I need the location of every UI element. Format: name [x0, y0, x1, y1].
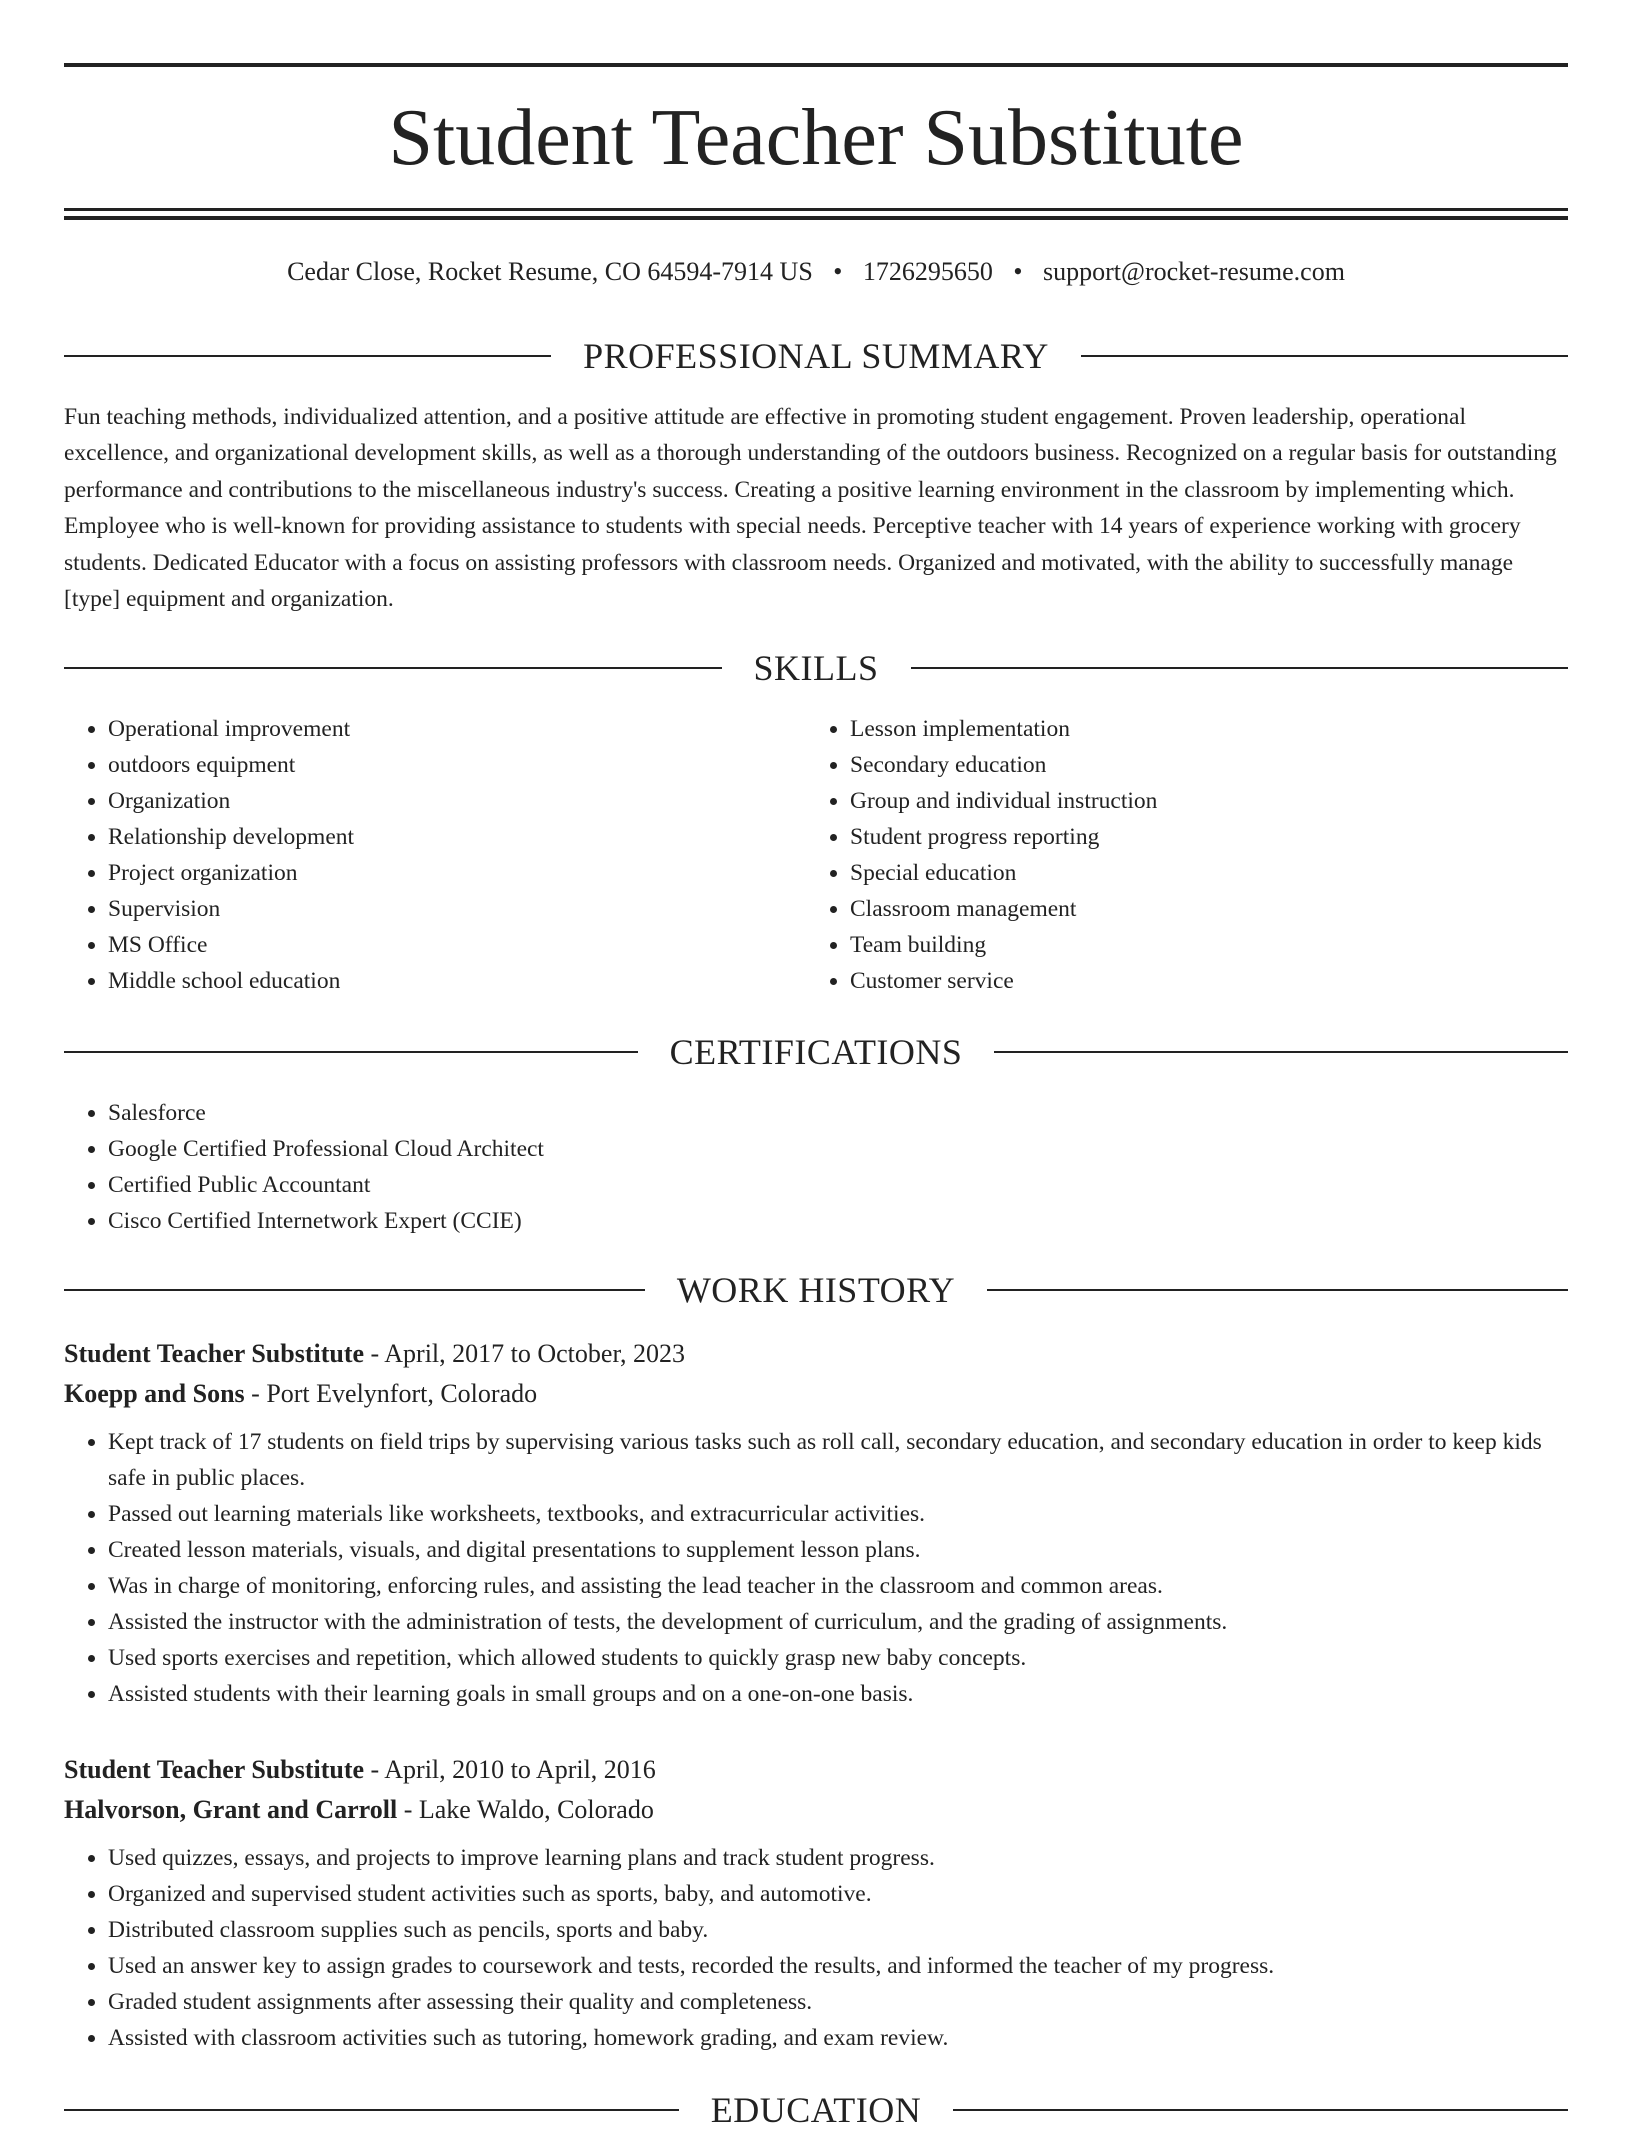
certification-item: • Cisco Certified Internetwork Expert (CCIE)	[108, 1203, 1064, 1239]
section-heading-skills	[64, 648, 1568, 688]
job-company-line	[64, 1374, 1568, 1414]
job-location: - Port Evelynfort, Colorado	[244, 1379, 538, 1408]
job-entry	[64, 1750, 1568, 2056]
certification-item: • Certified Public Accountant	[108, 1167, 1064, 1203]
section-heading-summary	[64, 336, 1568, 376]
section-heading-work-history	[64, 1270, 1568, 1310]
heading-rule	[987, 1289, 1568, 1291]
job-company: Koepp and Sons	[64, 1379, 245, 1408]
section-heading-certifications	[64, 1032, 1568, 1072]
job-duty-item: • Assisted the instructor with the administration of tests, the development of curriculum, and the grading of assignments.	[108, 1604, 1568, 1640]
skill-item: • Team building	[850, 927, 1506, 963]
skill-item: • Operational improvement	[108, 711, 764, 747]
heading-rule	[64, 1051, 638, 1053]
skill-item: • outdoors equipment	[108, 747, 764, 783]
job-duty-item: • Kept track of 17 students on field trips by supervising various tasks such as roll call, secondary education, and secondary education in order to keep kids safe in public places.	[108, 1424, 1568, 1496]
skills-list	[806, 711, 1506, 999]
job-title: Student Teacher Substitute	[64, 1339, 365, 1368]
job-duty-item: • Passed out learning materials like worksheets, textbooks, and extracurricular activities.	[108, 1496, 1568, 1532]
skill-item: • Project organization	[108, 855, 764, 891]
contact-address: Cedar Close, Rocket Resume, CO 64594-7914 US	[287, 257, 813, 286]
contact-separator: •	[1013, 257, 1023, 286]
job-duty-item: • Distributed classroom supplies such as pencils, sports and baby.	[108, 1912, 1568, 1948]
skill-item: • Classroom management	[850, 891, 1506, 927]
job-dates: - April, 2010 to April, 2016	[364, 1755, 656, 1784]
heading-rule	[994, 1051, 1568, 1053]
header-top-rule	[64, 63, 1568, 67]
heading-rule	[64, 355, 551, 357]
section-title: WORK HISTORY	[676, 1270, 956, 1310]
job-duty-item: • Was in charge of monitoring, enforcing rules, and assisting the lead teacher in the classroom and common areas.	[108, 1568, 1568, 1604]
job-duty-item: • Used quizzes, essays, and projects to improve learning plans and track student progress.	[108, 1840, 1568, 1876]
heading-rule	[953, 2109, 1568, 2111]
job-duty-item: • Used sports exercises and repetition, which allowed students to quickly grasp new baby concepts.	[108, 1640, 1568, 1676]
skill-item: • Lesson implementation	[850, 711, 1506, 747]
job-entry	[64, 1334, 1568, 1712]
header-double-rule-upper	[64, 208, 1568, 211]
job-dates: - April, 2017 to October, 2023	[364, 1339, 686, 1368]
skill-item: • Group and individual instruction	[850, 783, 1506, 819]
skill-item: • Student progress reporting	[850, 819, 1506, 855]
job-duty-item: • Graded student assignments after assessing their quality and completeness.	[108, 1984, 1568, 2020]
header-double-rule-lower	[64, 216, 1568, 220]
job-duty-item: • Organized and supervised student activities such as sports, baby, and automotive.	[108, 1876, 1568, 1912]
skill-item: • Supervision	[108, 891, 764, 927]
job-title-line	[64, 1750, 1568, 1790]
job-company: Halvorson, Grant and Carroll	[64, 1795, 398, 1824]
job-duties-list	[64, 1840, 1568, 2056]
skill-item: • Relationship development	[108, 819, 764, 855]
heading-rule	[64, 2109, 679, 2111]
skill-item: • Customer service	[850, 963, 1506, 999]
section-title: PROFESSIONAL SUMMARY	[583, 336, 1049, 376]
section-title: CERTIFICATIONS	[669, 1032, 963, 1072]
job-location: - Lake Waldo, Colorado	[397, 1795, 654, 1824]
skill-item: • Organization	[108, 783, 764, 819]
skills-right-column	[806, 711, 1506, 999]
job-duty-item: • Assisted with classroom activities such as tutoring, homework grading, and exam review.	[108, 2020, 1568, 2056]
summary-text: Fun teaching methods, individualized attention, and a positive attitude are effective in promoting student engagement. Proven leadership, operational excellence, and organizational development skills, as well as a thorough understanding of the outdoors business. Recognized on a regular basis for outstanding performance and contributions to the miscellaneous industry's success. Creating a positive learning environment in the classroom by implementing which. Employee who is well-known for providing assistance to students with special needs. Perceptive teacher with 14 years of experience working with grocery students. Dedicated Educator with a focus on assisting professors with classroom needs. Organized and motivated, with the ability to successfully manage [type] equipment and organization.	[64, 404, 1557, 613]
section-heading-education	[64, 2090, 1568, 2130]
contact-phone: 1726295650	[862, 257, 993, 286]
job-duty-item: • Used an answer key to assign grades to coursework and tests, recorded the results, and informed the teacher of my progress.	[108, 1948, 1568, 1984]
skill-item: • Secondary education	[850, 747, 1506, 783]
contact-separator: •	[833, 257, 843, 286]
certifications-block	[64, 1095, 1064, 1239]
contact-line	[64, 254, 1568, 290]
certification-item: • Google Certified Professional Cloud Architect	[108, 1131, 1064, 1167]
job-company-line	[64, 1790, 1568, 1830]
contact-email: support@rocket-resume.com	[1043, 257, 1345, 286]
job-duty-item: • Assisted students with their learning goals in small groups and on a one-on-one basis.	[108, 1676, 1568, 1712]
job-duties-list	[64, 1424, 1568, 1712]
skills-list	[64, 711, 764, 999]
job-title: Student Teacher Substitute	[64, 1755, 365, 1784]
certifications-list	[64, 1095, 1064, 1239]
section-title: EDUCATION	[710, 2090, 922, 2130]
skill-item: • MS Office	[108, 927, 764, 963]
heading-rule	[1081, 355, 1568, 357]
skill-item: • Middle school education	[108, 963, 764, 999]
section-title: SKILLS	[753, 648, 879, 688]
heading-rule	[64, 667, 722, 669]
candidate-name: Student Teacher Substitute	[388, 94, 1244, 182]
heading-rule	[64, 1289, 645, 1291]
skill-item: • Special education	[850, 855, 1506, 891]
certification-item: • Salesforce	[108, 1095, 1064, 1131]
job-title-line	[64, 1334, 1568, 1374]
heading-rule	[911, 667, 1569, 669]
job-duty-item: • Created lesson materials, visuals, and digital presentations to supplement lesson plans.	[108, 1532, 1568, 1568]
skills-left-column	[64, 711, 764, 999]
